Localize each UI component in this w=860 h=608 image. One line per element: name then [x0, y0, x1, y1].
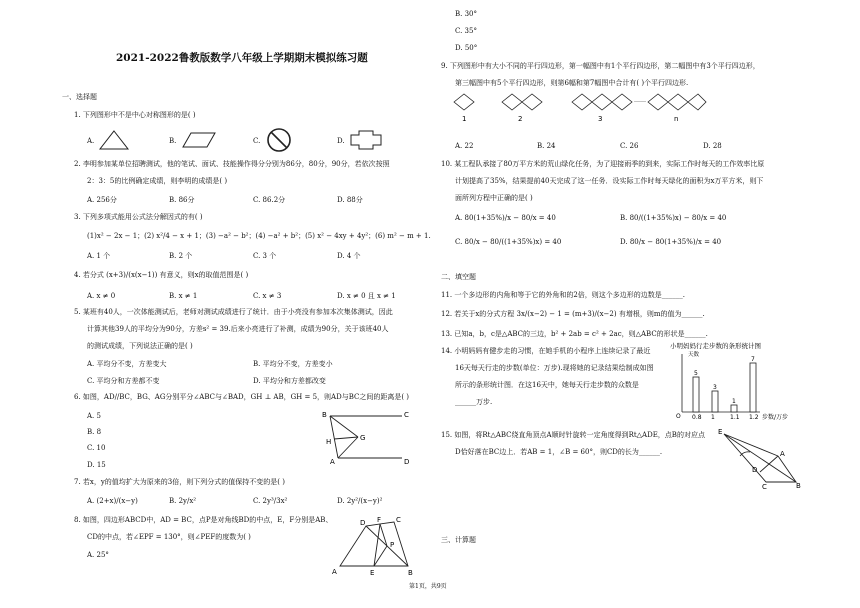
- q9-line1: 9. 下列图形中有大小不同的平行四边形，第一幅图中有1个平行四边形，第二幅图中有3个平行四边形，: [441, 62, 760, 70]
- q1-option-d: D.: [337, 137, 345, 145]
- fig8-label-c: C: [396, 516, 401, 524]
- triangle-figure: [98, 129, 130, 151]
- q10-option-b: B. 80/((1+35%)x) − 80/x = 40: [620, 214, 727, 222]
- q5-option-c: C. 平均分和方差都不变: [87, 377, 160, 385]
- fig8-label-e: E: [370, 569, 375, 577]
- x-tick-label: 1.1: [730, 414, 740, 421]
- q5-option-d: D. 平均分和方差都改变: [253, 377, 326, 385]
- q4-option-d: D. x ≠ 0 且 x ≠ 1: [337, 292, 396, 300]
- fig9-parallelogram-sequence: [452, 92, 708, 128]
- q15-line1: 15. 如图，将Rt△ABC绕直角顶点A顺时针旋转一定角度得到Rt△ADE，点B的对应点: [441, 431, 705, 439]
- fig8-label-a: A: [332, 568, 337, 576]
- q7-option-b: B. 2y/x²: [169, 497, 197, 505]
- bar-value-label: 1: [732, 398, 736, 405]
- q2-option-b: B. 86分: [169, 196, 195, 204]
- page-title: 2021-2022鲁教版数学八年级上学期期末模拟练习题: [116, 52, 368, 64]
- q10-option-d: D. 80/x − 80(1+35%)/x = 40: [620, 238, 722, 246]
- q9-line2: 第三幅图中有5个平行四边形，则第6幅和第7幅图中合计有( )个平行四边形.: [455, 79, 689, 87]
- bar-value-label: 7: [751, 356, 755, 363]
- cross-shape-figure: [349, 129, 383, 151]
- fig8-geometry: [332, 516, 420, 578]
- bar-0.8: [693, 377, 699, 412]
- chart-title: 小明妈妈行走步数的条形统计图: [670, 342, 761, 350]
- q2-option-a: A. 256分: [87, 196, 117, 204]
- q8-option-b: B. 30°: [455, 10, 478, 18]
- q14-line1: 14. 小明妈妈有健步走的习惯，在她手机的小程序上连续记录了最近: [441, 347, 651, 355]
- q1-text: 1. 下列图形中不是中心对称图形的是( ): [74, 111, 196, 119]
- fig9-label-1: 1: [462, 115, 467, 123]
- fig9-label-3: 3: [598, 115, 603, 123]
- x-tick-label: 1: [711, 414, 715, 421]
- q10-line2: 计划提高了35%，结果提前40天完成了这一任务．设实际工作时每天绿化的面积为x万平方米，则下: [455, 177, 764, 185]
- q9-option-d: D. 28: [703, 142, 722, 150]
- q8-option-a: A. 25°: [87, 551, 109, 559]
- q9-option-b: B. 24: [537, 142, 556, 150]
- q3-option-c: C. 3 个: [253, 252, 277, 260]
- q9-option-a: A. 22: [455, 142, 474, 150]
- q4-option-b: B. x ≠ 1: [169, 292, 198, 300]
- fig8-label-p: P: [390, 541, 395, 549]
- fig15-label-a: A: [780, 450, 785, 458]
- q5-option-a: A. 平均分不变，方差变大: [87, 360, 167, 368]
- q8-line2: CD的中点，若∠EPF = 130°，则∠PEF的度数为( ): [87, 533, 251, 541]
- q3-option-d: D. 4 个: [337, 252, 361, 260]
- section-choice: 一、选择题: [62, 93, 97, 101]
- fig6-label-a: A: [330, 458, 335, 466]
- q7-option-c: C. 2y³/3x²: [253, 497, 288, 505]
- q8-line1: 8. 如图，四边形ABCD中，AD = BC，点P是对角线BD的中点，E，F分别是AB、: [74, 516, 333, 524]
- fig15-label-c: C: [762, 483, 767, 490]
- q6-line1: 6. 如图，AD//BC，BG、AG分别平分∠ABC与∠BAD，GH ⊥ AB，GH = 5，则AD与BC之间的距离是( ): [74, 393, 410, 401]
- q3-line2: (1)x² − 2x − 1；(2) x²/4 − x + 1；(3) −a² − b²；(4) −a² + b²；(5) x² − 4xy + 4y²；(6) m² − m + 1.: [87, 232, 431, 240]
- q3-option-a: A. 1 个: [87, 252, 111, 260]
- q1-option-c: C.: [253, 137, 261, 145]
- fig15-label-d: D: [752, 466, 758, 474]
- q5-line2: 计算其他39人的平均分为90分，方差s² = 39.后来小亮进行了补测，成绩为90分，关于该班40人: [87, 325, 389, 333]
- q9-option-c: C. 26: [620, 142, 639, 150]
- chart-x-label: 步数/万步: [762, 414, 789, 421]
- fig6-label-c: C: [404, 411, 409, 419]
- q7-option-a: A. (2+x)/(x−y): [87, 497, 138, 505]
- q11-text: 11. 一个多边形的内角和等于它的外角和的2倍，则这个多边形的边数是______.: [441, 291, 686, 299]
- x-tick-label: 0.8: [692, 414, 702, 421]
- fig15-label-b: B: [796, 482, 801, 490]
- q2-option-d: D. 88分: [337, 196, 363, 204]
- q3-line1: 3. 下列多项式能用公式法分解因式的有( ): [74, 213, 203, 221]
- section-fill: 二、填空题: [441, 273, 476, 281]
- q14-line4: ______万步.: [455, 398, 493, 406]
- q15-line2: D恰好落在BC边上．若AB = 1，∠B = 60°，则CD的长为______.: [455, 448, 663, 456]
- q7-option-d: D. 2y²/(x−y)²: [337, 497, 383, 505]
- bar-value-label: 3: [713, 384, 717, 391]
- q5-line3: 的测试成绩，下列说法正确的是( ): [87, 342, 193, 350]
- q2-option-c: C. 86.2分: [253, 196, 286, 204]
- q4-option-c: C. x ≠ 3: [253, 292, 282, 300]
- q4-line1: 4. 若分式 (x+3)/(x(x−1)) 有意义，则x的取值范围是( ): [74, 271, 249, 279]
- q2-line2: 2：3：5的比例确定成绩，则李明的成绩是( ): [87, 177, 228, 185]
- q3-option-b: B. 2 个: [169, 252, 193, 260]
- fig9-ellipsis: ……: [634, 97, 646, 104]
- q2-line1: 2. 李明参加某单位招聘测试，他的笔试、面试、技能操作得分分别为86分，80分，90分，若依次按照: [74, 160, 390, 168]
- q8-option-d: D. 50°: [455, 44, 478, 52]
- chart-y-label: 天数: [688, 352, 700, 358]
- q10-line1: 10. 某工程队承接了80万平方米的荒山绿化任务，为了迎接雨季的到来，实际工作时每天的工作效率比原: [441, 160, 765, 168]
- no-entry-sign-figure: [266, 127, 292, 153]
- fig6-geometry: [318, 406, 412, 466]
- q7-line1: 7. 若x，y的值均扩大为原来的3倍，则下列分式的值保持不变的是( ): [74, 478, 285, 486]
- x-tick-label: 1.2: [749, 414, 759, 421]
- q14-line3: 所示的条形统计图．在这16天中，她每天行走步数的众数是: [455, 381, 639, 389]
- parallelogram-figure: [181, 131, 217, 149]
- section-calc: 三、计算题: [441, 536, 476, 544]
- q10-option-a: A. 80(1+35%)/x − 80/x = 40: [455, 214, 556, 222]
- fig8-label-b: B: [408, 569, 413, 577]
- fig15-label-e: E: [718, 428, 723, 436]
- fig8-label-d: D: [360, 519, 366, 527]
- q12-text: 12. 若关于x的分式方程 3x/(x−2) − 1 = (m+3)/(x−2) 有增根，则m的值为______.: [441, 310, 705, 318]
- bar-1.2: [750, 363, 756, 412]
- q6-option-a: A. 5: [87, 412, 101, 420]
- fig8-label-f: F: [377, 516, 382, 524]
- bar-value-label: 5: [694, 370, 698, 377]
- chart-origin: O: [676, 413, 681, 420]
- fig15-geometry: [716, 426, 802, 490]
- q14-line2: 16天每天行走的步数(单位：万步).现将她的记录结果绘制成如图: [455, 364, 654, 372]
- fig6-label-g: G: [360, 434, 366, 442]
- q10-option-c: C. 80/x − 80/((1+35%)x) = 40: [455, 238, 562, 246]
- fig9-label-2: 2: [518, 115, 523, 123]
- fig6-label-d: D: [404, 458, 410, 466]
- q6-option-b: B. 8: [87, 428, 102, 436]
- q5-option-b: B. 平均分不变，方差变小: [253, 360, 333, 368]
- q6-option-c: C. 10: [87, 444, 106, 452]
- q1-option-a: A.: [87, 137, 95, 145]
- q4-option-a: A. x ≠ 0: [87, 292, 116, 300]
- steps-bar-chart: [668, 340, 796, 422]
- q1-option-b: B.: [169, 137, 177, 145]
- bar-1.1: [731, 405, 737, 412]
- q8-option-c: C. 35°: [455, 27, 477, 35]
- q10-line3: 面所列方程中正确的是( ): [455, 194, 533, 202]
- q6-option-d: D. 15: [87, 461, 106, 469]
- fig6-label-h: H: [326, 438, 332, 446]
- bar-1: [712, 391, 718, 412]
- page-footer: 第1页，共9页: [409, 583, 447, 590]
- q13-text: 13. 已知a，b，c是△ABC的三边，b² + 2ab = c² + 2ac，则△ABC的形状是______.: [441, 330, 708, 338]
- fig6-label-b: B: [322, 411, 327, 419]
- fig9-label-n: n: [674, 115, 679, 123]
- q5-line1: 5. 某班有40人，一次体能测试后，老师对测试成绩进行了统计．由于小亮没有参加本次集体测试，因此: [74, 308, 393, 316]
